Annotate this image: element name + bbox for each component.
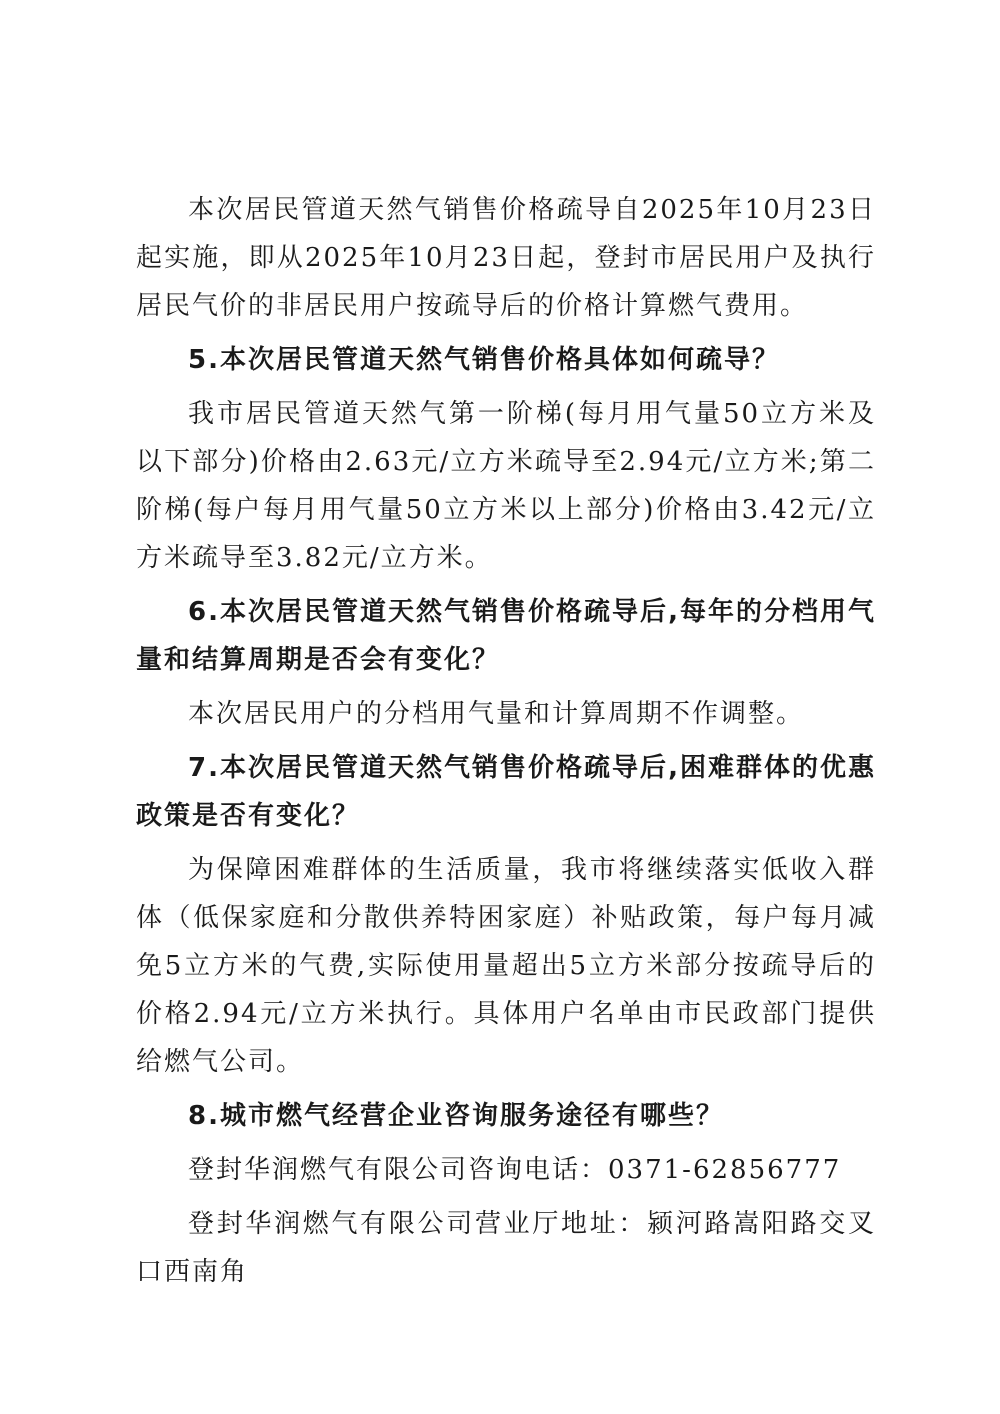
paragraph-subsidy-policy: 为保障困难群体的生活质量，我市将继续落实低收入群体（低保家庭和分散供养特困家庭）补贴政策，每户每月减免5立方米的气费,实际使用量超出5立方米部分按疏导后的价格2.94元/立方米执行。具体用户名单由市民政部门提供给燃气公司。 [136, 855, 876, 1077]
document-body [136, 186, 876, 1302]
paragraph-consult-phone: 登封华润燃气有限公司咨询电话：0371-62856777 [188, 1155, 842, 1185]
heading-question-5: 5.本次居民管道天然气销售价格具体如何疏导？ [188, 345, 780, 375]
heading-question-8: 8.城市燃气经营企业咨询服务途径有哪些？ [188, 1101, 724, 1131]
heading-question-6: 6.本次居民管道天然气销售价格疏导后,每年的分档用气量和结算周期是否会有变化？ [136, 597, 876, 675]
paragraph-price-tiers: 我市居民管道天然气第一阶梯(每月用气量50立方米及以下部分)价格由2.63元/立方米疏导至2.94元/立方米;第二阶梯(每户每月用气量50立方米以上部分)价格由3.42元/立方米疏导至3.82元/立方米。 [136, 399, 876, 573]
paragraph-implementation-date: 本次居民管道天然气销售价格疏导自2025年10月23日起实施，即从2025年10月23日起，登封市居民用户及执行居民气价的非居民用户按疏导后的价格计算燃气费用。 [136, 195, 876, 321]
paragraph-tier-volume: 本次居民用户的分档用气量和计算周期不作调整。 [188, 699, 805, 729]
heading-question-7: 7.本次居民管道天然气销售价格疏导后,困难群体的优惠政策是否有变化？ [136, 753, 876, 831]
paragraph-office-address: 登封华润燃气有限公司营业厅地址：颍河路嵩阳路交叉口西南角 [136, 1209, 876, 1287]
